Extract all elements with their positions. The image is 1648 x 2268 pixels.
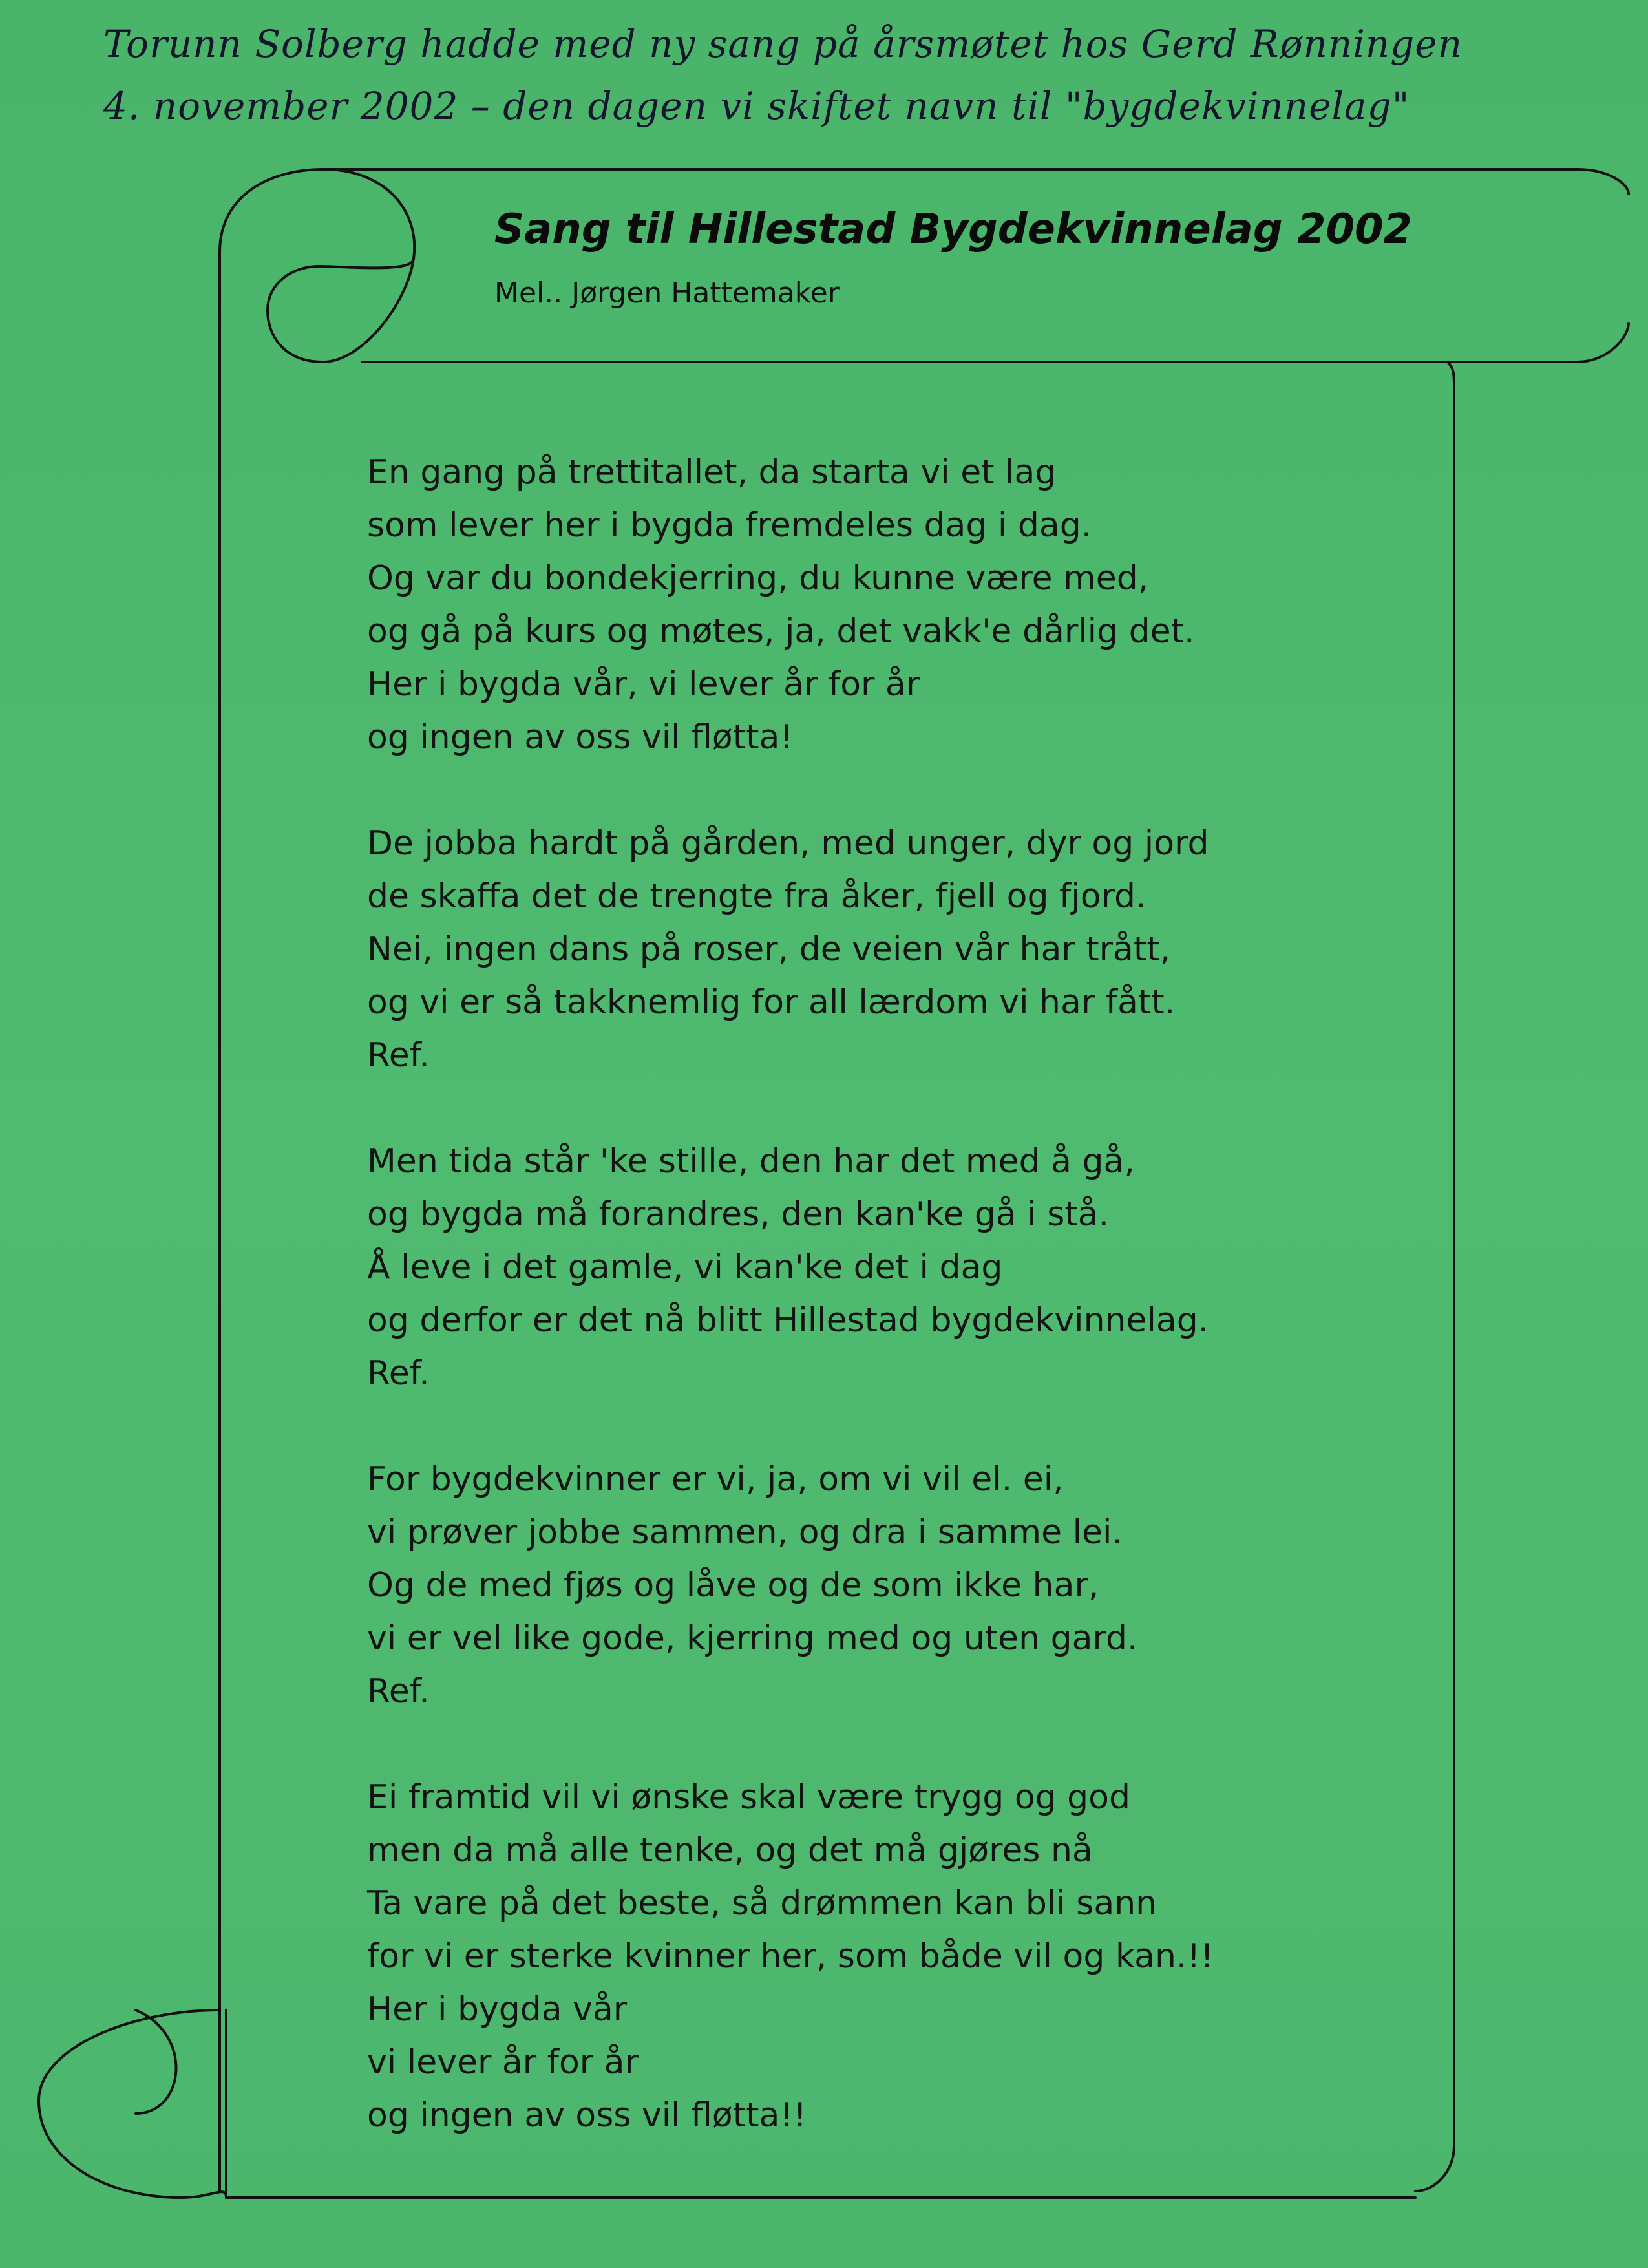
verse-line: og gå på kurs og møtes, ja, det vakk'e dårlig det. bbox=[367, 612, 1195, 651]
verse-3 bbox=[367, 1135, 1401, 1400]
scroll-bottom-inner-loop bbox=[136, 2010, 176, 2114]
verse-line: som lever her i bygda fremdeles dag i dag. bbox=[367, 506, 1092, 545]
song-title: Sang til Hillestad Bygdekvinnelag 2002 bbox=[494, 206, 1413, 253]
scroll-top-bottom-edge bbox=[362, 323, 1629, 362]
verse-line: Å leve i det gamle, vi kan'ke det i dag bbox=[367, 1248, 1003, 1287]
verse-line: og ingen av oss vil fløtta!! bbox=[367, 2096, 807, 2135]
refrain-marker: Ref. bbox=[367, 1036, 430, 1075]
scroll-bottom-curl-loop bbox=[39, 2010, 226, 2198]
verse-1 bbox=[367, 446, 1401, 764]
verse-line: men da må alle tenke, og det må gjøres nå bbox=[367, 1831, 1093, 1870]
verse-line: vi prøver jobbe sammen, og dra i samme lei. bbox=[367, 1513, 1123, 1552]
refrain-marker: Ref. bbox=[367, 1672, 430, 1711]
handwritten-note-line-1: Torunn Solberg hadde med ny sang på årsmøtet hos Gerd Rønningen bbox=[103, 22, 1463, 66]
verse-5 bbox=[367, 1771, 1401, 2142]
verse-line: og ingen av oss vil fløtta! bbox=[367, 718, 794, 757]
verse-2 bbox=[367, 817, 1401, 1082]
verse-line: De jobba hardt på gården, med unger, dyr og jord bbox=[367, 824, 1209, 863]
verse-4 bbox=[367, 1453, 1401, 1718]
song-lyrics bbox=[367, 446, 1401, 2142]
verse-line: vi lever år for år bbox=[367, 2043, 639, 2082]
verse-line: og derfor er det nå blitt Hillestad bygdekvinnelag. bbox=[367, 1301, 1209, 1340]
verse-line: Men tida står 'ke stille, den har det med å gå, bbox=[367, 1142, 1135, 1181]
handwritten-note-line-2: 4. november 2002 – den dagen vi skiftet navn til "bygdekvinnelag" bbox=[103, 84, 1410, 128]
scroll-top-top-edge bbox=[323, 169, 1629, 194]
scroll-right-edge bbox=[1415, 362, 1454, 2191]
verse-line: Her i bygda vår, vi lever år for år bbox=[367, 665, 920, 704]
verse-line: Og var du bondekjerring, du kunne være med, bbox=[367, 559, 1149, 598]
scroll-top-outer-curl bbox=[220, 169, 323, 2191]
verse-line: og vi er så takknemlig for all lærdom vi har fått. bbox=[367, 983, 1176, 1022]
verse-line: for vi er sterke kvinner her, som både vil og kan.!! bbox=[367, 1937, 1214, 1976]
verse-line: For bygdekvinner er vi, ja, om vi vil el. ei, bbox=[367, 1460, 1064, 1499]
melody-credit: Mel.. Jørgen Hattemaker bbox=[494, 277, 840, 310]
refrain-marker: Ref. bbox=[367, 1354, 430, 1393]
verse-line: de skaffa det de trengte fra åker, fjell og fjord. bbox=[367, 877, 1146, 916]
verse-line: Her i bygda vår bbox=[367, 1990, 628, 2029]
scroll-top-curl-loop bbox=[268, 169, 414, 362]
verse-line: Nei, ingen dans på roser, de veien vår har trått, bbox=[367, 930, 1171, 969]
verse-line: En gang på trettitallet, da starta vi et lag bbox=[367, 453, 1057, 492]
verse-line: og bygda må forandres, den kan'ke gå i stå. bbox=[367, 1195, 1110, 1234]
verse-line: vi er vel like gode, kjerring med og uten gard. bbox=[367, 1619, 1138, 1658]
verse-line: Ei framtid vil vi ønske skal være trygg og god bbox=[367, 1778, 1130, 1817]
verse-line: Ta vare på det beste, så drømmen kan bli sann bbox=[367, 1884, 1157, 1923]
verse-line: Og de med fjøs og låve og de som ikke har, bbox=[367, 1566, 1099, 1605]
